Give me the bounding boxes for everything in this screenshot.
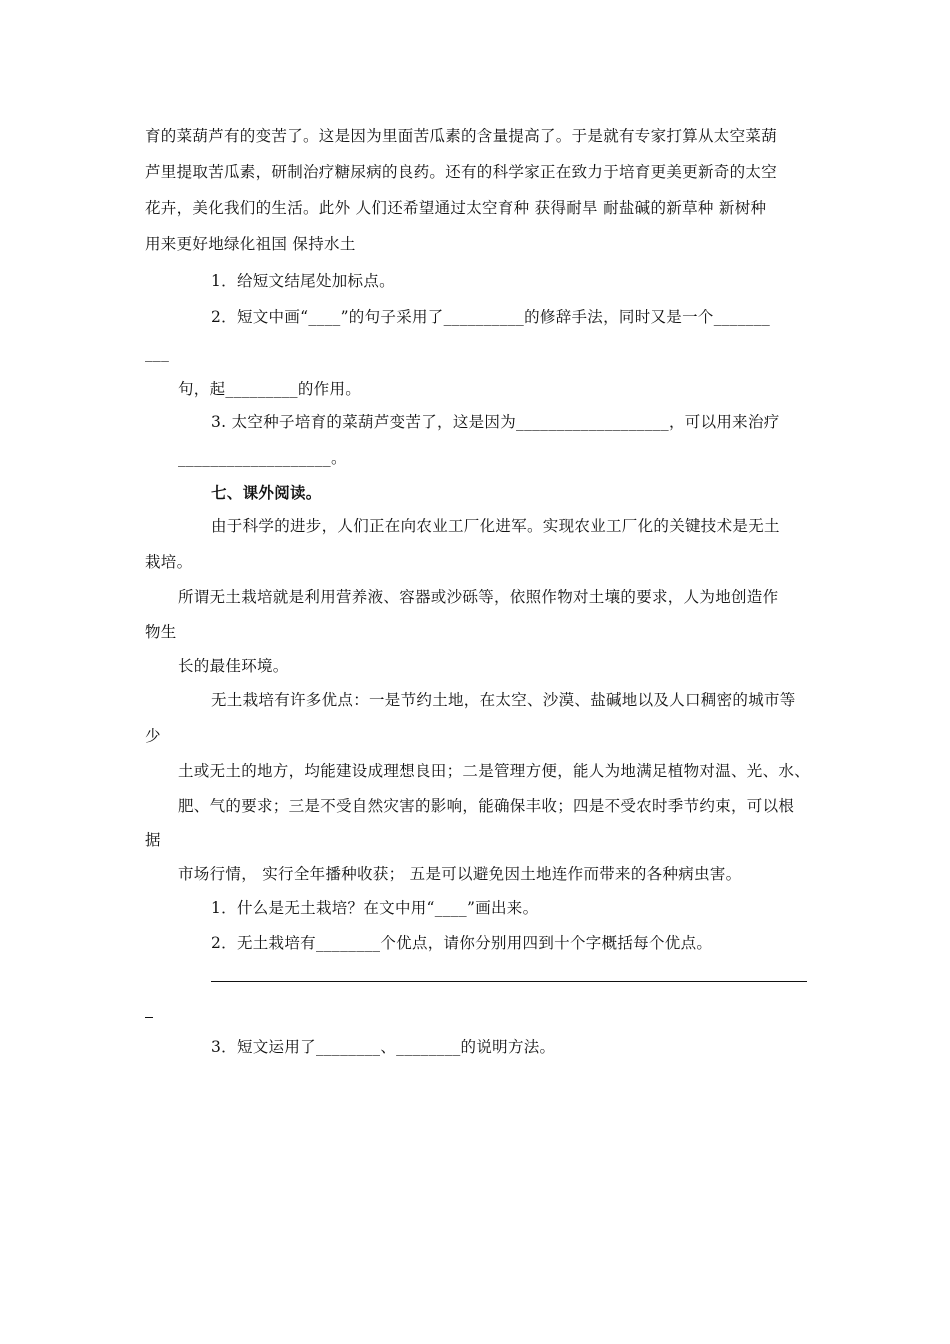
section-title: 七、课外阅读。 (211, 483, 322, 502)
question-7-1: 1．什么是无土栽培？在文中用“____”画出来。 (211, 899, 539, 917)
paragraph-line: 物生 (145, 623, 177, 641)
paragraph-line: 栽培。 (145, 553, 193, 571)
paragraph-line: 据 (145, 831, 161, 849)
paragraph-line: 用来更好地绿化祖国 保持水土 (145, 235, 356, 253)
question-6-2: 2．短文中画“____”的句子采用了__________的修辞手法，同时又是一个_______ (211, 308, 771, 326)
paragraph-line: 无土栽培有许多优点：一是节约土地，在太空、沙漠、盐碱地以及人口稠密的城市等 (211, 691, 796, 709)
paragraph-line: 少 (145, 727, 161, 745)
paragraph-line: 芦里提取苦瓜素，研制治疗糖尿病的良药。还有的科学家正在致力于培育更美更新奇的太空 (145, 163, 778, 181)
paragraph-line: 土或无土的地方，均能建设成理想良田；二是管理方便，能人为地满足植物对温、光、水、 (178, 762, 811, 780)
paragraph-line: 育的菜葫芦有的变苦了。这是因为里面苦瓜素的含量提高了。于是就有专家打算从太空菜葫 (145, 127, 778, 145)
question-6-2-continued: ___ (145, 344, 170, 362)
answer-line-stub (145, 1017, 153, 1018)
question-6-1: 1．给短文结尾处加标点。 (211, 272, 395, 290)
question-6-3: 3. 太空种子培育的菜葫芦变苦了，这是因为___________________，可以用来治疗 (211, 413, 780, 431)
question-6-2-end: 句，起_________的作用。 (178, 380, 362, 398)
question-7-2: 2．无土栽培有________个优点，请你分别用四到十个字概括每个优点。 (211, 934, 713, 952)
question-6-3-end: ___________________。 (178, 449, 347, 467)
paragraph-line: 由于科学的进步，人们正在向农业工厂化进军。实现农业工厂化的关键技术是无土 (211, 517, 780, 535)
paragraph-line: 长的最佳环境。 (178, 657, 289, 675)
question-7-3: 3．短文运用了________、________的说明方法。 (211, 1038, 556, 1056)
paragraph-line: 所谓无土栽培就是利用营养液、容器或沙砾等，依照作物对土壤的要求，人为地创造作 (178, 588, 779, 606)
answer-line (211, 981, 807, 982)
paragraph-line: 肥、气的要求；三是不受自然灾害的影响，能确保丰收；四是不受农时季节约束，可以根 (178, 797, 795, 815)
paragraph-line: 市场行情， 实行全年播种收获； 五是可以避免因土地连作而带来的各种病虫害。 (178, 865, 742, 883)
paragraph-line: 花卉，美化我们的生活。此外 人们还希望通过太空育种 获得耐旱 耐盐碱的新草种 新树种 (145, 199, 767, 217)
